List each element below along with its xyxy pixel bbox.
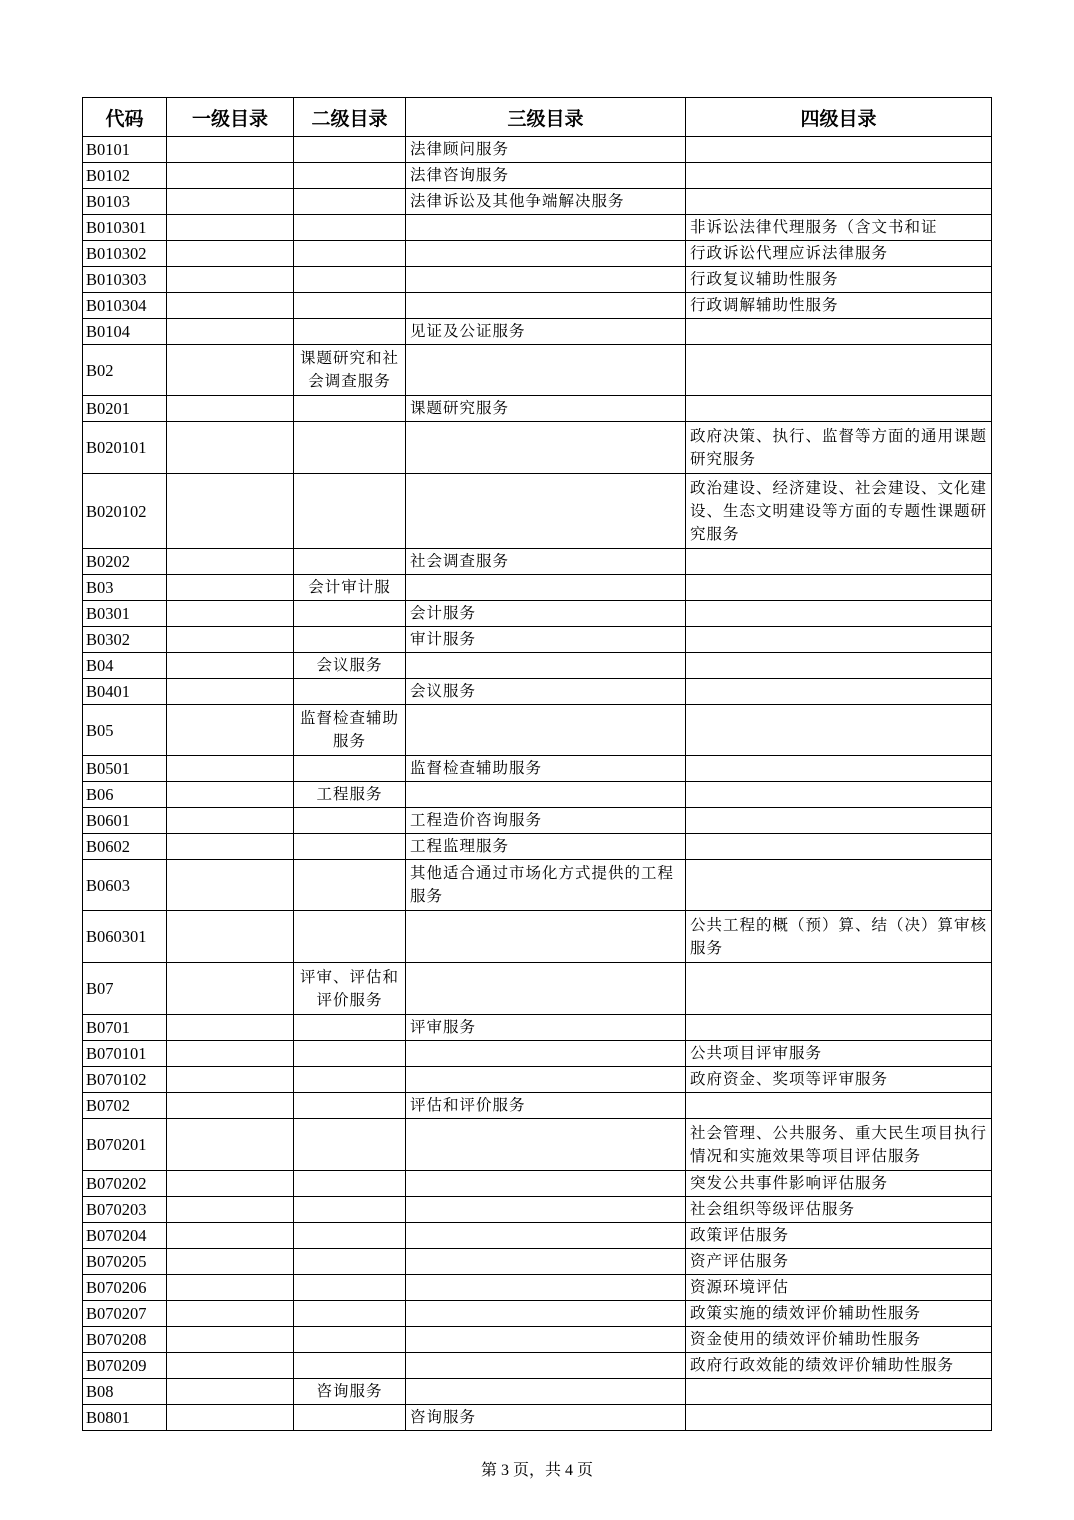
cell-level3 <box>406 653 686 679</box>
table-row <box>83 293 992 319</box>
table-row <box>83 1067 992 1093</box>
cell-level1 <box>167 834 294 860</box>
table-row <box>83 808 992 834</box>
cell-level1 <box>167 705 294 756</box>
cell-level4: 政府行政效能的绩效评价辅助性服务 <box>686 1353 992 1379</box>
cell-level2 <box>294 1093 406 1119</box>
cell-code: B08 <box>83 1379 167 1405</box>
cell-level2 <box>294 1275 406 1301</box>
cell-level2 <box>294 1327 406 1353</box>
cell-level2: 监督检查辅助服务 <box>294 705 406 756</box>
cell-level1 <box>167 1171 294 1197</box>
cell-code: B0102 <box>83 163 167 189</box>
cell-level4: 社会管理、公共服务、重大民生项目执行情况和实施效果等项目评估服务 <box>686 1119 992 1171</box>
table-row <box>83 756 992 782</box>
cell-level4: 资产评估服务 <box>686 1249 992 1275</box>
cell-level3 <box>406 1249 686 1275</box>
cell-code: B070205 <box>83 1249 167 1275</box>
cell-level3: 审计服务 <box>406 627 686 653</box>
cell-code: B070204 <box>83 1223 167 1249</box>
table-row <box>83 653 992 679</box>
cell-level2 <box>294 267 406 293</box>
cell-level2 <box>294 137 406 163</box>
cell-level1 <box>167 1223 294 1249</box>
cell-level1 <box>167 1353 294 1379</box>
cell-level1 <box>167 1379 294 1405</box>
cell-level4 <box>686 808 992 834</box>
cell-code: B070206 <box>83 1275 167 1301</box>
cell-level1 <box>167 1327 294 1353</box>
header-row <box>83 98 992 137</box>
cell-level4: 政治建设、经济建设、社会建设、文化建设、生态文明建设等方面的专题性课题研究服务 <box>686 474 992 549</box>
table-row <box>83 1197 992 1223</box>
cell-level3 <box>406 963 686 1015</box>
cell-level3: 法律咨询服务 <box>406 163 686 189</box>
cell-code: B070208 <box>83 1327 167 1353</box>
cell-level2 <box>294 834 406 860</box>
cell-level2 <box>294 860 406 911</box>
cell-level2: 工程服务 <box>294 782 406 808</box>
cell-level1 <box>167 549 294 575</box>
cell-level3 <box>406 1275 686 1301</box>
header-level4: 四级目录 <box>686 98 992 137</box>
cell-level3 <box>406 1301 686 1327</box>
table-row <box>83 834 992 860</box>
table-row <box>83 1249 992 1275</box>
cell-level1 <box>167 575 294 601</box>
cell-level3: 见证及公证服务 <box>406 319 686 345</box>
cell-level4: 非诉讼法律代理服务（含文书和证 <box>686 215 992 241</box>
cell-level2 <box>294 396 406 422</box>
cell-level3 <box>406 1197 686 1223</box>
cell-level1 <box>167 215 294 241</box>
cell-level4: 政府决策、执行、监督等方面的通用课题研究服务 <box>686 422 992 474</box>
cell-level1 <box>167 1041 294 1067</box>
cell-level1 <box>167 1067 294 1093</box>
cell-level3: 工程监理服务 <box>406 834 686 860</box>
cell-level2 <box>294 808 406 834</box>
cell-level3 <box>406 911 686 963</box>
cell-level3 <box>406 267 686 293</box>
cell-code: B0501 <box>83 756 167 782</box>
cell-level3 <box>406 474 686 549</box>
cell-level4 <box>686 549 992 575</box>
cell-level2 <box>294 756 406 782</box>
cell-level1 <box>167 1093 294 1119</box>
cell-level1 <box>167 319 294 345</box>
cell-level4: 政府资金、奖项等评审服务 <box>686 1067 992 1093</box>
cell-level2 <box>294 627 406 653</box>
cell-level1 <box>167 601 294 627</box>
table-row <box>83 1353 992 1379</box>
cell-level4: 行政诉讼代理应诉法律服务 <box>686 241 992 267</box>
page-footer: 第 3 页，共 4 页 <box>480 1462 593 1479</box>
table-row <box>83 1041 992 1067</box>
table-row <box>83 1171 992 1197</box>
cell-level4 <box>686 1015 992 1041</box>
cell-level4: 社会组织等级评估服务 <box>686 1197 992 1223</box>
cell-level4 <box>686 137 992 163</box>
cell-level4 <box>686 1405 992 1431</box>
cell-code: B0104 <box>83 319 167 345</box>
cell-level2 <box>294 1223 406 1249</box>
cell-code: B0101 <box>83 137 167 163</box>
cell-code: B010302 <box>83 241 167 267</box>
cell-level4: 资源环境评估 <box>686 1275 992 1301</box>
table-row <box>83 267 992 293</box>
cell-level4 <box>686 1379 992 1405</box>
header-code: 代码 <box>83 98 167 137</box>
cell-level3 <box>406 782 686 808</box>
cell-code: B0602 <box>83 834 167 860</box>
table-row <box>83 215 992 241</box>
cell-code: B0103 <box>83 189 167 215</box>
cell-level2 <box>294 549 406 575</box>
cell-code: B07 <box>83 963 167 1015</box>
cell-level4: 突发公共事件影响评估服务 <box>686 1171 992 1197</box>
cell-level2 <box>294 1119 406 1171</box>
table-row <box>83 1223 992 1249</box>
table-row <box>83 549 992 575</box>
cell-level2 <box>294 1171 406 1197</box>
table-row <box>83 474 992 549</box>
cell-level4 <box>686 345 992 396</box>
table-row <box>83 679 992 705</box>
cell-level1 <box>167 241 294 267</box>
cell-level4: 资金使用的绩效评价辅助性服务 <box>686 1327 992 1353</box>
table-row <box>83 1327 992 1353</box>
cell-level1 <box>167 396 294 422</box>
cell-level2: 会计审计服 <box>294 575 406 601</box>
cell-code: B03 <box>83 575 167 601</box>
cell-level1 <box>167 189 294 215</box>
cell-level4: 政策实施的绩效评价辅助性服务 <box>686 1301 992 1327</box>
cell-code: B010301 <box>83 215 167 241</box>
cell-level2 <box>294 1249 406 1275</box>
cell-level4: 行政复议辅助性服务 <box>686 267 992 293</box>
cell-level1 <box>167 137 294 163</box>
cell-level3: 课题研究服务 <box>406 396 686 422</box>
cell-level4 <box>686 575 992 601</box>
cell-code: B020102 <box>83 474 167 549</box>
table-row <box>83 963 992 1015</box>
cell-level2 <box>294 241 406 267</box>
cell-level3 <box>406 1379 686 1405</box>
cell-level3: 工程造价咨询服务 <box>406 808 686 834</box>
cell-level1 <box>167 474 294 549</box>
cell-code: B070201 <box>83 1119 167 1171</box>
cell-level4: 行政调解辅助性服务 <box>686 293 992 319</box>
cell-code: B070207 <box>83 1301 167 1327</box>
cell-level3 <box>406 1041 686 1067</box>
cell-code: B02 <box>83 345 167 396</box>
cell-level4 <box>686 319 992 345</box>
cell-level3: 评估和评价服务 <box>406 1093 686 1119</box>
cell-level3: 会计服务 <box>406 601 686 627</box>
cell-code: B070202 <box>83 1171 167 1197</box>
header-level2: 二级目录 <box>294 98 406 137</box>
cell-level1 <box>167 782 294 808</box>
cell-level3: 监督检查辅助服务 <box>406 756 686 782</box>
cell-level1 <box>167 860 294 911</box>
table-row <box>83 911 992 963</box>
cell-code: B0702 <box>83 1093 167 1119</box>
cell-level4 <box>686 782 992 808</box>
cell-level4 <box>686 396 992 422</box>
cell-code: B0302 <box>83 627 167 653</box>
cell-level3: 评审服务 <box>406 1015 686 1041</box>
cell-level1 <box>167 293 294 319</box>
cell-level3: 社会调查服务 <box>406 549 686 575</box>
cell-level2 <box>294 1015 406 1041</box>
cell-level3: 会议服务 <box>406 679 686 705</box>
cell-code: B070209 <box>83 1353 167 1379</box>
cell-level2 <box>294 163 406 189</box>
cell-level3: 法律诉讼及其他争端解决服务 <box>406 189 686 215</box>
cell-level4: 公共项目评审服务 <box>686 1041 992 1067</box>
cell-level2: 咨询服务 <box>294 1379 406 1405</box>
table-row <box>83 345 992 396</box>
table-row <box>83 1275 992 1301</box>
cell-level2: 会议服务 <box>294 653 406 679</box>
cell-level3 <box>406 575 686 601</box>
cell-level2 <box>294 319 406 345</box>
cell-level2: 课题研究和社会调查服务 <box>294 345 406 396</box>
cell-code: B070203 <box>83 1197 167 1223</box>
cell-level3 <box>406 422 686 474</box>
cell-level1 <box>167 1119 294 1171</box>
cell-level2 <box>294 911 406 963</box>
table-row <box>83 1093 992 1119</box>
cell-level3 <box>406 1353 686 1379</box>
table-body <box>83 137 992 1431</box>
cell-level2 <box>294 601 406 627</box>
cell-code: B070102 <box>83 1067 167 1093</box>
cell-level4 <box>686 653 992 679</box>
cell-level1 <box>167 345 294 396</box>
table-row <box>83 705 992 756</box>
cell-level3 <box>406 1171 686 1197</box>
cell-level2 <box>294 293 406 319</box>
cell-level3 <box>406 241 686 267</box>
cell-level1 <box>167 1015 294 1041</box>
cell-code: B020101 <box>83 422 167 474</box>
table-row <box>83 782 992 808</box>
cell-code: B04 <box>83 653 167 679</box>
cell-level2 <box>294 474 406 549</box>
cell-level2 <box>294 422 406 474</box>
table-row <box>83 319 992 345</box>
cell-level3 <box>406 215 686 241</box>
cell-level4 <box>686 834 992 860</box>
table-row <box>83 575 992 601</box>
table-row <box>83 1301 992 1327</box>
table-row <box>83 241 992 267</box>
cell-level2: 评审、评估和评价服务 <box>294 963 406 1015</box>
cell-level3: 其他适合通过市场化方式提供的工程服务 <box>406 860 686 911</box>
cell-level3 <box>406 293 686 319</box>
cell-code: B010303 <box>83 267 167 293</box>
cell-code: B0701 <box>83 1015 167 1041</box>
cell-level2 <box>294 679 406 705</box>
cell-code: B070101 <box>83 1041 167 1067</box>
cell-code: B0603 <box>83 860 167 911</box>
cell-level3: 法律顾问服务 <box>406 137 686 163</box>
cell-level3 <box>406 345 686 396</box>
cell-level1 <box>167 963 294 1015</box>
cell-code: B0401 <box>83 679 167 705</box>
cell-level2 <box>294 1041 406 1067</box>
table-row <box>83 601 992 627</box>
cell-level2 <box>294 215 406 241</box>
table-row <box>83 1379 992 1405</box>
cell-level3 <box>406 1327 686 1353</box>
cell-code: B0801 <box>83 1405 167 1431</box>
cell-level2 <box>294 1353 406 1379</box>
cell-level2 <box>294 1301 406 1327</box>
cell-code: B0301 <box>83 601 167 627</box>
cell-level3: 咨询服务 <box>406 1405 686 1431</box>
cell-level4 <box>686 163 992 189</box>
cell-level3 <box>406 1119 686 1171</box>
cell-level4 <box>686 601 992 627</box>
cell-code: B05 <box>83 705 167 756</box>
table-row <box>83 1405 992 1431</box>
cell-level1 <box>167 756 294 782</box>
cell-code: B0601 <box>83 808 167 834</box>
header-level1: 一级目录 <box>167 98 294 137</box>
cell-code: B010304 <box>83 293 167 319</box>
catalog-table <box>82 97 992 1431</box>
cell-level4 <box>686 963 992 1015</box>
cell-level1 <box>167 422 294 474</box>
cell-level1 <box>167 1275 294 1301</box>
cell-level4 <box>686 705 992 756</box>
cell-level4 <box>686 627 992 653</box>
cell-level1 <box>167 808 294 834</box>
cell-level1 <box>167 267 294 293</box>
cell-level2 <box>294 189 406 215</box>
cell-level3 <box>406 705 686 756</box>
cell-code: B0201 <box>83 396 167 422</box>
table-row <box>83 627 992 653</box>
cell-level1 <box>167 911 294 963</box>
table-row <box>83 1015 992 1041</box>
cell-level2 <box>294 1405 406 1431</box>
cell-level3 <box>406 1067 686 1093</box>
cell-level4 <box>686 1093 992 1119</box>
cell-level4 <box>686 189 992 215</box>
cell-code: B0202 <box>83 549 167 575</box>
table-row <box>83 860 992 911</box>
table-row <box>83 189 992 215</box>
cell-level1 <box>167 653 294 679</box>
table-row <box>83 422 992 474</box>
cell-level1 <box>167 1249 294 1275</box>
cell-level1 <box>167 679 294 705</box>
cell-level4 <box>686 679 992 705</box>
cell-code: B060301 <box>83 911 167 963</box>
cell-level2 <box>294 1067 406 1093</box>
cell-level1 <box>167 1405 294 1431</box>
cell-level1 <box>167 1197 294 1223</box>
cell-level4 <box>686 756 992 782</box>
cell-level1 <box>167 1301 294 1327</box>
table-row <box>83 137 992 163</box>
cell-level3 <box>406 1223 686 1249</box>
cell-level4: 政策评估服务 <box>686 1223 992 1249</box>
table-row <box>83 396 992 422</box>
cell-level2 <box>294 1197 406 1223</box>
table-row <box>83 1119 992 1171</box>
cell-code: B06 <box>83 782 167 808</box>
table-row <box>83 163 992 189</box>
cell-level1 <box>167 627 294 653</box>
cell-level1 <box>167 163 294 189</box>
cell-level4 <box>686 860 992 911</box>
header-level3: 三级目录 <box>406 98 686 137</box>
cell-level4: 公共工程的概（预）算、结（决）算审核服务 <box>686 911 992 963</box>
